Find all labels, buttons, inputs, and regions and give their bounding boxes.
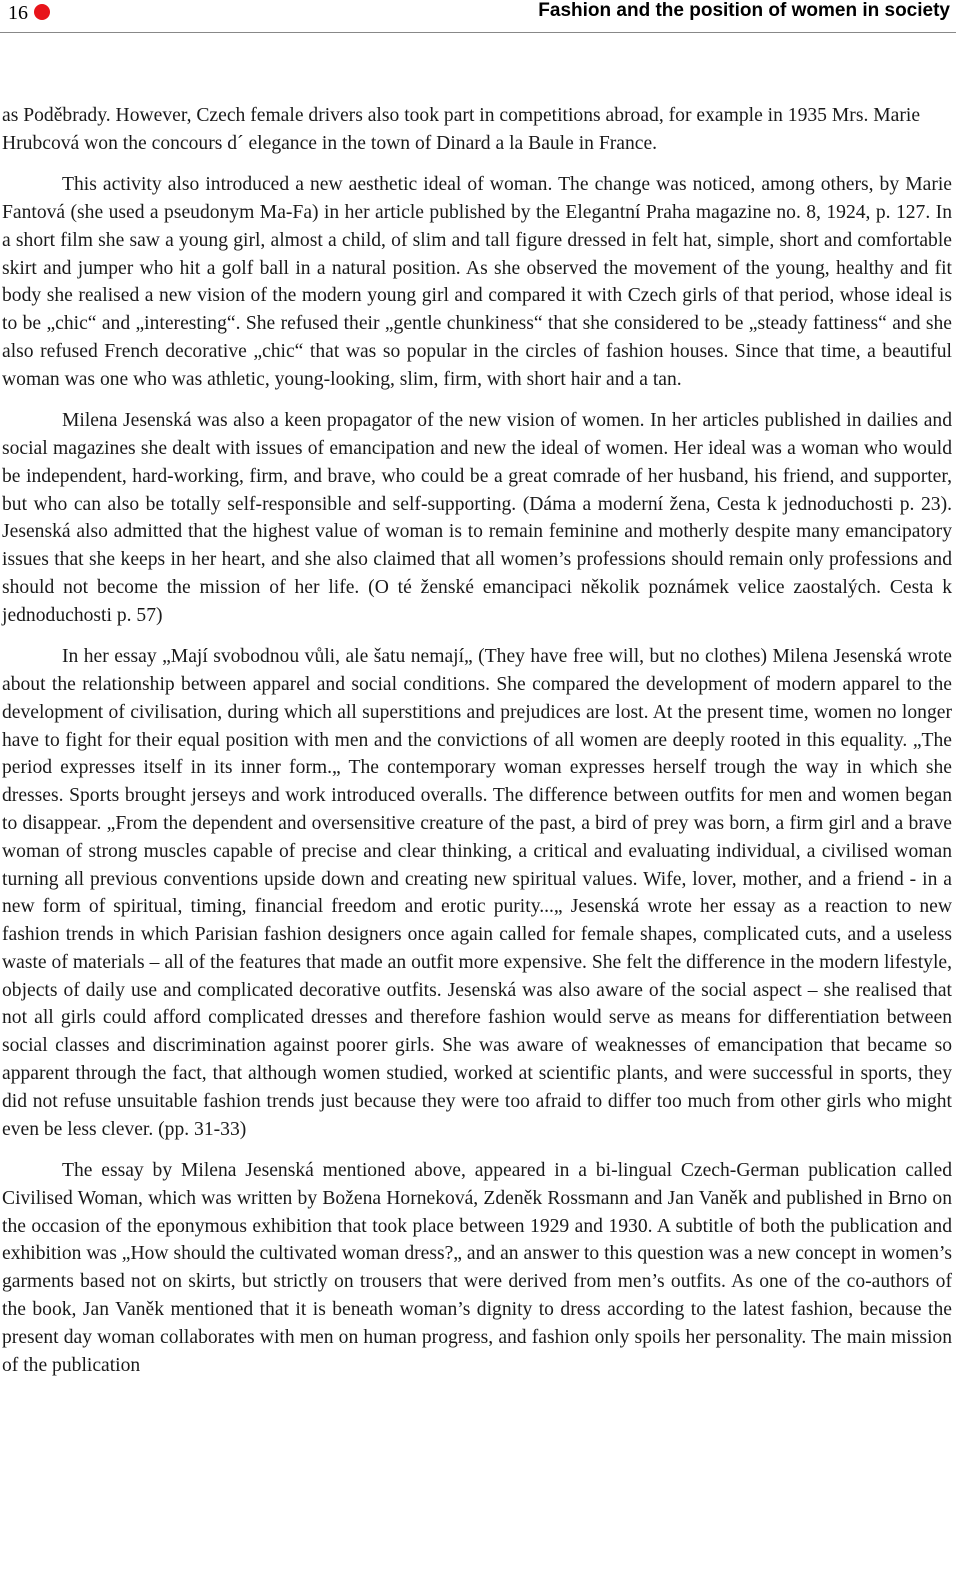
paragraph-jesenska-essay: In her essay „Mají svobodnou vůli, ale šatu nemají„ (They have free will, but no clothes) Milena Jesenská wrote about the relationship between apparel and social conditions. She compared the development of modern apparel to the development of civilisation, during which all superstitions and prejudices are lost. At the present time, women no longer have to fight for their equal position with men and the convictions of all women are deeply rooted in this equality. „The period expresses itself in its inner form.„ The contemporary woman expresses herself trough the way in which she dresses. Sports brought jerseys and work introduced overalls. The difference between outfits for men and women began to disappear. „From the dependent and oversensitive creature of the past, a bird of prey was born, a firm girl and a brave woman of strong muscles capable of precise and clear thinking, a critical and evaluating individual, a civilised woman turning all previous conventions upside down and creating new spiritual values. Wife, lover, mother, and a friend - in a new form of spiritual, timing, financial freedom and erotic purity...„ Jesenská wrote her essay as a reaction to new fashion trends in which Parisian fashion designers once again called for female shapes, complicated cuts, and a useless waste of materials – all of the features that made an outfit more expensive. She felt the difference in the modern lifestyle, objects of daily use and complicated decorative outfits. Jesenská was also aware of the social aspect – she realised that not all girls could afford complicated dresses and therefore fashion would serve as means for differentiation between social classes and discrimination against poorer girls. She was aware of weaknesses of emancipation that became so apparent through the fact, that although women studied, worked at scientific plants, and were successful in sports, they did not refuse unsuitable fashion trends just because they were too afraid to differ too much from other girls who might even be less clever. (pp. 31-33) bbox=[2, 646, 952, 1140]
paragraph-civilised-woman: The essay by Milena Jesenská mentioned above, appeared in a bi-lingual Czech-German publication called Civilised Woman, which was written by Božena Horneková, Zdeněk Rossmann and Jan Vaněk and published in Brno on the occasion of the eponymous exhibition that took place between 1929 and 1930. A subtitle of both the publication and exhibition was „How should the cultivated woman dress?„ and an answer to this question was a new concept in women’s garments based not on skirts, but strictly on trousers that were derived from men’s outfits. As one of the co-authors of the book, Jan Vaněk mentioned that it is beneath woman’s dignity to dress according to the latest fashion, because the present day woman collaborates with men on human progress, and fashion only spoils her personality. The main mission of the publication bbox=[2, 1160, 952, 1376]
running-title: Fashion and the position of women in society bbox=[538, 0, 950, 21]
red-dot-marker-icon bbox=[34, 4, 50, 20]
header-divider bbox=[0, 32, 956, 33]
page-header bbox=[0, 0, 960, 36]
paragraph-continued: as Poděbrady. However, Czech female drivers also took part in competitions abroad, for example in 1935 Mrs. Marie Hrubcová won the concours d´ elegance in the town of Dinard a la Baule in France. bbox=[2, 105, 921, 154]
page-number: 16 bbox=[8, 2, 28, 24]
paragraph-aesthetic-ideal: This activity also introduced a new aesthetic ideal of woman. The change was noticed, among others, by Marie Fantová (she used a pseudonym Ma-Fa) in her article published by the Elegantní Praha magazine no. 8, 1924, p. 127. In a short film she saw a young girl, almost a child, of slim and tall figure dressed in felt hat, simple, short and comfortable skirt and jumper who hit a golf ball in a natural position. As she observed the movement of the young, healthy and fit body she realised a new vision of the modern young girl and compared it with Czech girls of that period, whose ideal is to be „chic“ and „interesting“. She refused their „gentle chunkiness“ that she considered to be „steady fattiness“ and she also refused French decorative „chic“ that was so popular in the circles of fashion houses. Since that time, a beautiful woman was one who was athletic, young-looking, slim, firm, with short hair and a tan. bbox=[2, 174, 952, 390]
paragraph-jesenska-vision: Milena Jesenská was also a keen propagator of the new vision of women. In her articles published in dailies and social magazines she dealt with issues of emancipation and new the ideal of women. Her ideal was a woman who would be independent, hard-working, firm, and brave, who could be a great comrade of her husband, his friend, and supporter, but who can also be totally self-responsible and self-supporting. (Dáma a moderní žena, Cesta k jednoduchosti p. 23). Jesenská also admitted that the highest value of woman is to remain feminine and motherly despite many emancipatory issues that she keeps in her heart, and she also claimed that all women’s professions should remain only professions and should not become the mission of her life. (O té ženské emancipaci několik poznámek velice zaostalých. Cesta k jednoduchosti p. 57) bbox=[2, 410, 952, 626]
document-body bbox=[2, 102, 952, 1393]
